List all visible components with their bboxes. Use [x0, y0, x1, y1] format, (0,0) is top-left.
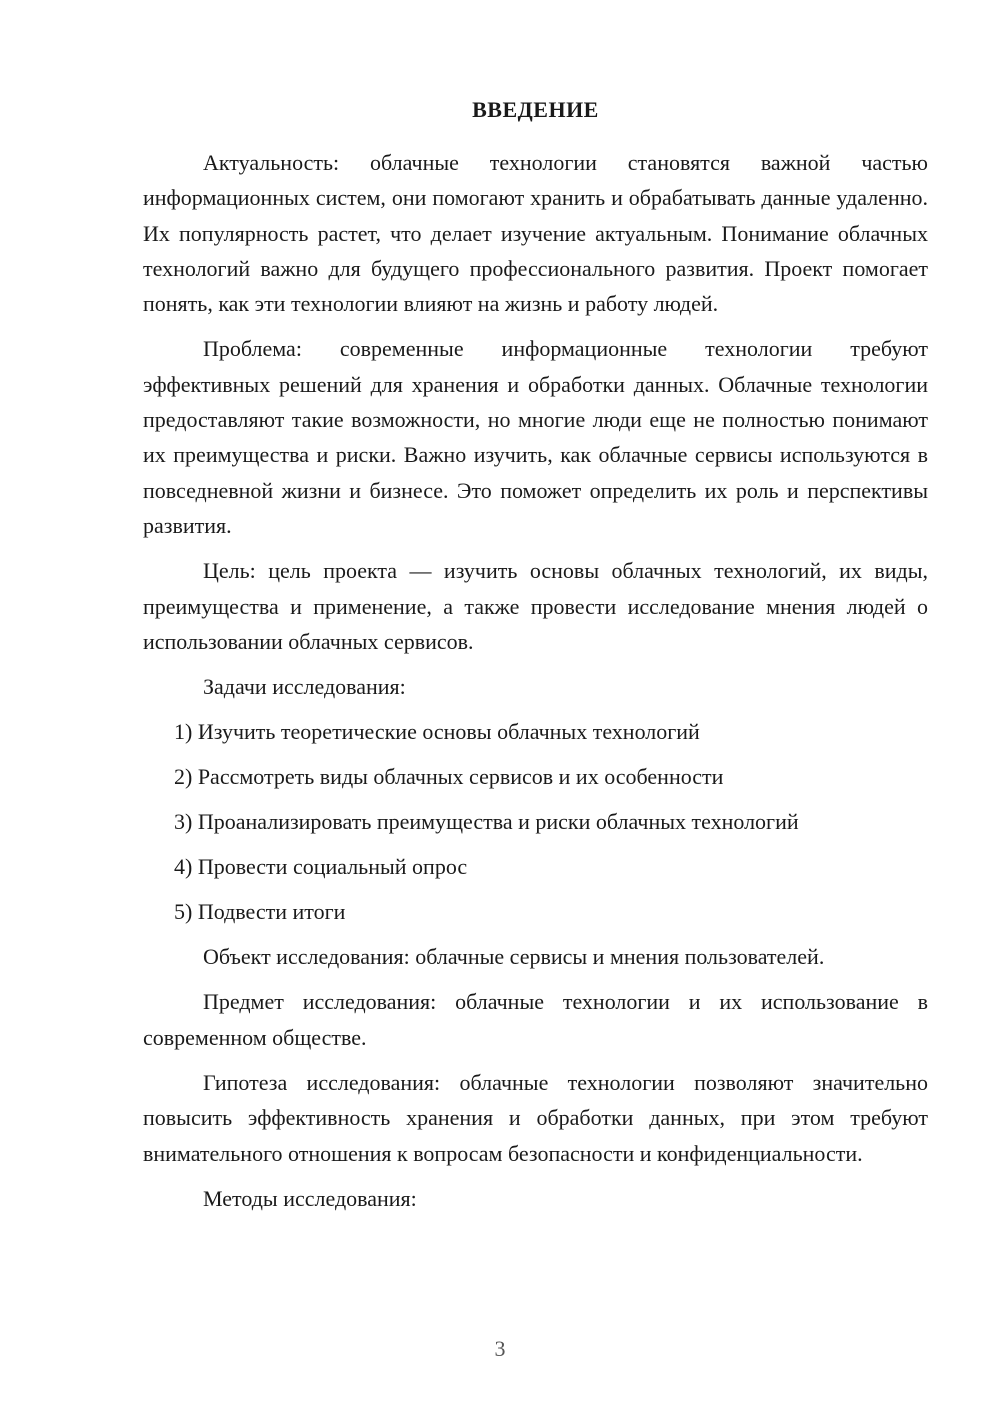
task-item: 2) Рассмотреть виды облачных сервисов и их особенности [174, 764, 724, 790]
subject-paragraph: Предмет исследования: облачные технологии и их использование в современном обществе. [143, 989, 928, 1050]
task-list [143, 714, 928, 929]
tasks-heading: Задачи исследования: [203, 674, 406, 700]
object-paragraph: Объект исследования: облачные сервисы и мнения пользователей. [203, 944, 825, 970]
task-item: 3) Проанализировать преимущества и риски облачных технологий [174, 809, 799, 835]
page-number: 3 [494, 1336, 506, 1361]
task-item: 4) Провести социальный опрос [174, 854, 468, 880]
page-title: ВВЕДЕНИЕ [472, 97, 599, 122]
goal-paragraph: Цель: цель проекта — изучить основы облачных технологий, их виды, преимущества и применение, а также провести исследование мнения людей о использовании облачных сервисов. [143, 558, 928, 654]
problem-paragraph: Проблема: современные информационные технологии требуют эффективных решений для хранения и обработки данных. Облачные технологии предоставляют такие возможности, но многие люди еще не полностью понимают их преимущества и риски. Важно изучить, как облачные сервисы используются в повседневной жизни и бизнесе. Это поможет определить их роль и перспективы развития. [143, 336, 928, 538]
document-page [143, 95, 928, 1226]
relevance-paragraph: Актуальность: облачные технологии становятся важной частью информационных систем, они помогают хранить и обрабатывать данные удаленно. Их популярность растет, что делает изучение актуальным. Понимание облачных технологий важно для будущего профессионального развития. Проект помогает понять, как эти технологии влияют на жизнь и работу людей. [143, 150, 928, 317]
methods-heading: Методы исследования: [203, 1185, 417, 1211]
task-item: 5) Подвести итоги [174, 899, 346, 925]
task-item: 1) Изучить теоретические основы облачных технологий [174, 719, 700, 745]
hypothesis-paragraph: Гипотеза исследования: облачные технологии позволяют значительно повысить эффективность хранения и обработки данных, при этом требуют внимательного отношения к вопросам безопасности и конфиденциальности. [143, 1070, 928, 1166]
